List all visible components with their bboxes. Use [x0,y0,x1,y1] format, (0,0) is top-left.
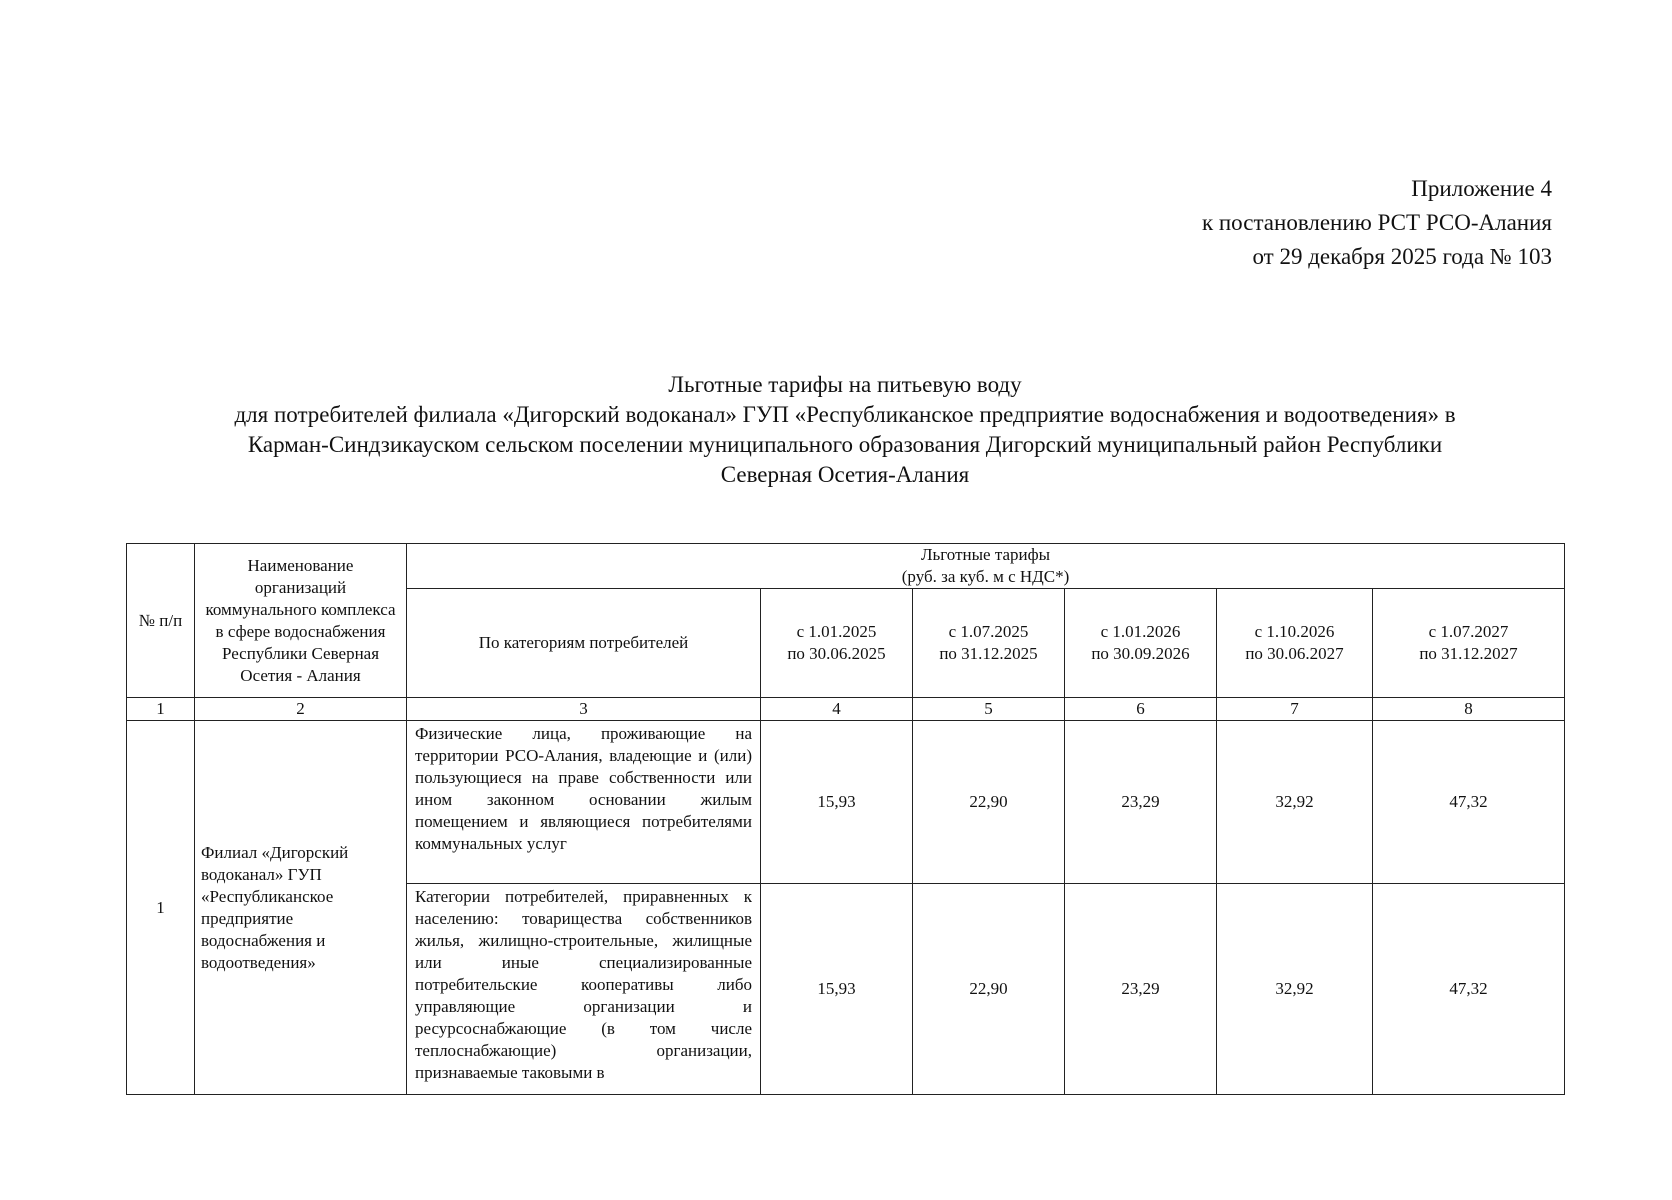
row-number: 1 [127,721,195,1095]
column-index: 7 [1217,698,1373,721]
period-to: по 31.12.2027 [1419,644,1518,663]
column-index: 6 [1065,698,1217,721]
header-organization: Наименование организаций коммунального комплекса в сфере водоснабжения Республики Северная Осетия - Алания [195,544,407,698]
tariff-value: 23,29 [1065,884,1217,1095]
column-index: 4 [761,698,913,721]
tariff-value: 22,90 [913,721,1065,884]
period-from: с 1.07.2027 [1428,622,1509,641]
header-num: № п/п [127,544,195,698]
row-organization: Филиал «Дигорский водоканал» ГУП «Республиканское предприятие водоснабжения и водоотведения» [195,721,407,1095]
appendix-reference [1202,172,1552,274]
title-line-1: Льготные тарифы на питьевую воду [668,372,1022,397]
tariff-value: 22,90 [913,884,1065,1095]
tariff-value: 15,93 [761,721,913,884]
period-to: по 30.06.2027 [1245,644,1344,663]
title-line-4: Северная Осетия-Алания [720,462,970,487]
header-period-4 [1217,589,1373,698]
appendix-date: от 29 декабря 2025 года № 103 [1252,244,1552,269]
appendix-resolution: к постановлению РСТ РСО-Алания [1201,210,1552,235]
header-period-2 [913,589,1065,698]
period-from: с 1.01.2025 [796,622,877,641]
appendix-number: Приложение 4 [1411,176,1552,201]
period-to: по 30.06.2025 [787,644,886,663]
tariff-table [126,543,1565,1095]
header-period-5 [1373,589,1565,698]
document-title [150,370,1540,490]
consumer-category [407,884,761,1095]
tariff-value: 32,92 [1217,721,1373,884]
header-row-1 [127,544,1565,589]
header-group-unit: (руб. за куб. м с НДС*) [901,567,1070,586]
title-line-2: для потребителей филиала «Дигорский водоканал» ГУП «Республиканское предприятие водоснабжения и водоотведения» в [234,402,1456,427]
tariff-value: 47,32 [1373,884,1565,1095]
tariff-value: 15,93 [761,884,913,1095]
column-index: 2 [195,698,407,721]
header-tariff-group [407,544,1565,589]
column-index: 5 [913,698,1065,721]
period-to: по 31.12.2025 [939,644,1038,663]
column-index: 8 [1373,698,1565,721]
consumer-category-text: Категории потребителей, приравненных к населению: товарищества собственников жилья, жилищно-строительные, жилищные или иные специализированные потребительские кооперативы либо управляющие организации и ресурсоснабжающие (в том числе теплоснабжающие) организации, признаваемые таковыми в [415,887,752,1082]
table-row [127,721,1565,884]
column-index-row [127,698,1565,721]
period-from: с 1.07.2025 [948,622,1029,641]
column-index: 1 [127,698,195,721]
tariff-value: 23,29 [1065,721,1217,884]
header-category: По категориям потребителей [407,589,761,698]
tariff-value: 32,92 [1217,884,1373,1095]
period-to: по 30.09.2026 [1091,644,1190,663]
period-from: с 1.01.2026 [1100,622,1181,641]
consumer-category: Физические лица, проживающие на территории РСО-Алания, владеющие и (или) пользующиеся на праве собственности или ином законном основании жилым помещением и являющиеся потребителями коммунальных услуг [407,721,761,884]
column-index: 3 [407,698,761,721]
period-from: с 1.10.2026 [1254,622,1335,641]
header-period-1 [761,589,913,698]
tariff-value: 47,32 [1373,721,1565,884]
header-group-title: Льготные тарифы [920,545,1051,564]
title-line-3: Карман-Синдзикауском сельском поселении муниципального образования Дигорский муниципальный район Республики [247,432,1443,457]
header-period-3 [1065,589,1217,698]
